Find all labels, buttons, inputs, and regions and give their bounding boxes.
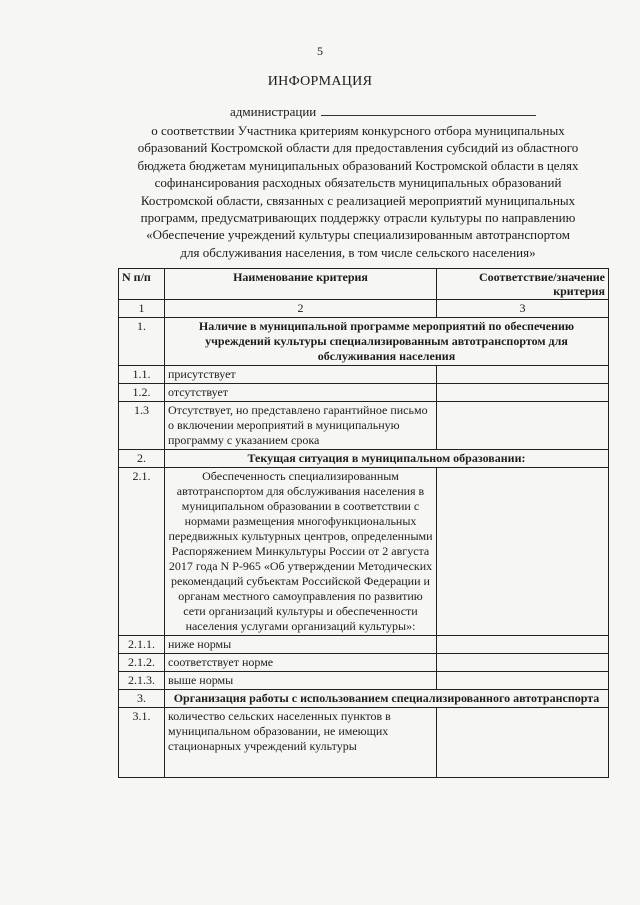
row-number: 2.1.3. [119,672,165,690]
criterion-name: Текущая ситуация в муниципальном образовании: [165,450,609,468]
intro-line: Костромской области, связанных с реализацией мероприятий муниципальных [140,192,576,208]
criterion-name: Обеспеченность специализированным автотранспортом для обслуживания населения в муниципальном образовании в соответствии с нормами размещения многофункциональных передвижных культурных центров, определенными Распоряжением Минкультуры России от 2 августа 2017 года N Р-965 «Об утверждении Методических рекомендаций субъектам Российской Федерации и органам местного самоуправления по развитию сети организаций культуры и обеспеченности населения услугами организаций культуры»: [165,468,437,636]
row-number: 2.1. [119,468,165,636]
intro-line: «Обеспечение учреждений культуры специализированным автотранспортом [146,227,570,243]
header-name: Наименование критерия [165,269,437,300]
row-number: 1.1. [119,366,165,384]
table-row [119,708,609,778]
criterion-value-cell[interactable] [437,636,609,654]
criteria-rows [119,318,609,778]
criterion-name: выше нормы [165,672,437,690]
document-title: ИНФОРМАЦИЯ [267,74,373,89]
criterion-value-cell[interactable] [437,402,609,450]
criterion-value-cell[interactable] [437,672,609,690]
row-number: 3. [119,690,165,708]
row-number: 3.1. [119,708,165,778]
index-cell: 2 [165,300,437,318]
table-row [119,384,609,402]
criterion-name: Организация работы с использованием специализированного автотранспорта [165,690,609,708]
header-num: N п/п [119,269,165,300]
criterion-name: отсутствует [165,384,437,402]
criterion-value-cell[interactable] [437,384,609,402]
page-number: 5 [317,44,323,58]
table-row [119,672,609,690]
table-row [119,318,609,366]
table-row [119,450,609,468]
criterion-name: соответствует норме [165,654,437,672]
criterion-name: количество сельских населенных пунктов в муниципальном образовании, не имеющих стационарных учреждений культуры [165,708,437,778]
row-number: 2. [119,450,165,468]
intro-line: для обслуживания населения, в том числе сельского населения» [180,244,536,260]
criterion-name: Наличие в муниципальной программе мероприятий по обеспечению учреждений культуры специализированным автотранспортом для обслуживания населения [165,318,609,366]
criterion-name: ниже нормы [165,636,437,654]
intro-line: программ, предусматривающих поддержку отрасли культуры по направлению [140,210,576,226]
intro-text [108,122,608,261]
criterion-value-cell[interactable] [437,708,609,778]
table-row [119,468,609,636]
criterion-name: присутствует [165,366,437,384]
index-cell: 3 [437,300,609,318]
intro-line: образований Костромской области для предоставления субсидий из областного [137,140,579,156]
header-value: Соответствие/значение критерия [437,269,609,300]
criterion-value-cell[interactable] [437,654,609,672]
table-row [119,366,609,384]
criteria-table [118,268,609,778]
administration-line [230,104,536,120]
table-row [119,654,609,672]
row-number: 2.1.1. [119,636,165,654]
criterion-value-cell[interactable] [437,366,609,384]
table-row [119,402,609,450]
intro-line: софинансирования расходных обязательств муниципальных образований [154,175,562,191]
intro-line: о соответствии Участника критериям конкурсного отбора муниципальных [151,123,565,138]
table-row [119,690,609,708]
row-number: 1.2. [119,384,165,402]
administration-label: администрации [230,104,317,119]
index-cell: 1 [119,300,165,318]
administration-blank-field [321,105,536,116]
criterion-value-cell[interactable] [437,468,609,636]
intro-line: бюджета бюджетам муниципальных образований Костромской области в целях [137,157,579,173]
criterion-name: Отсутствует, но представлено гарантийное письмо о включении мероприятий в муниципальную программу с указанием срока [165,402,437,450]
row-number: 2.1.2. [119,654,165,672]
row-number: 1. [119,318,165,366]
row-number: 1.3 [119,402,165,450]
table-row [119,636,609,654]
